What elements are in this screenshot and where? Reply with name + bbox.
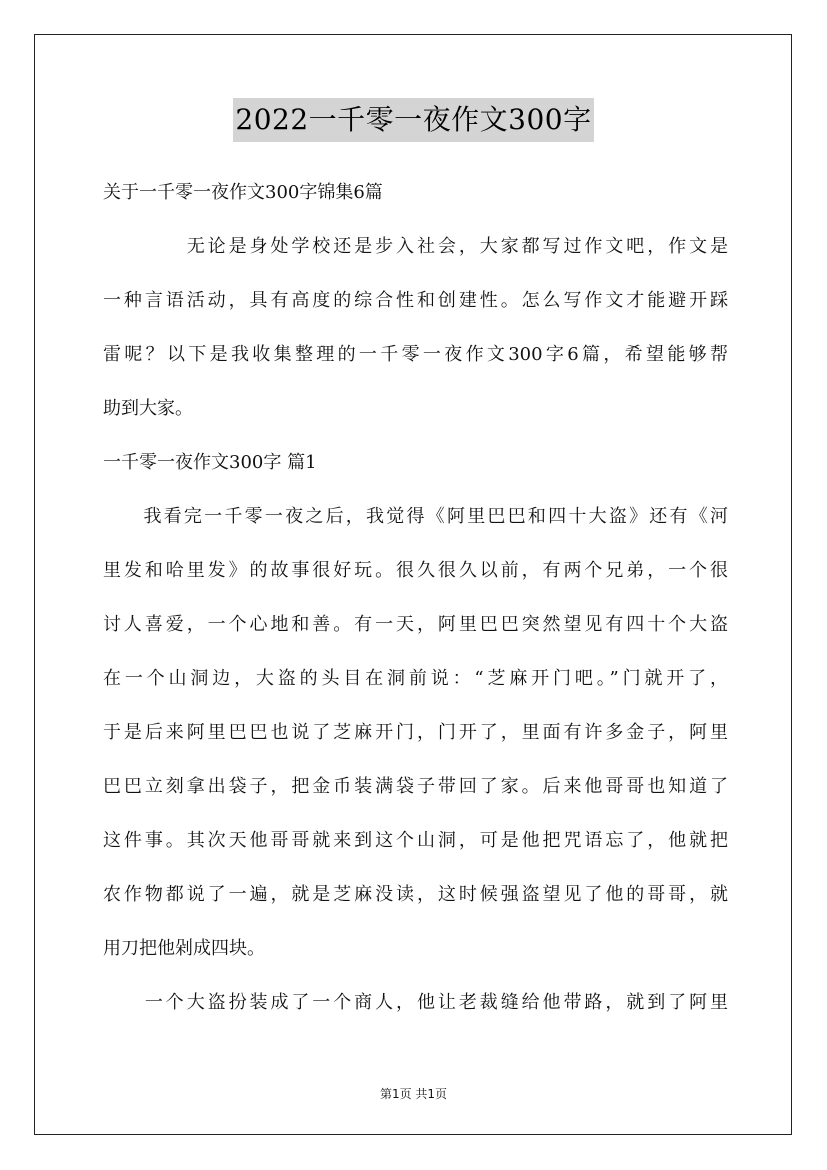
section-heading: 一千零一夜作文300字 篇1	[103, 452, 317, 473]
document-subtitle: 关于一千零一夜作文300字锦集6篇	[103, 182, 383, 203]
body-line: 于是后来阿里巴巴也说了芝麻开门，门开了，里面有许多金子，阿里	[103, 722, 728, 743]
document-title: 2022一千零一夜作文300字	[233, 98, 593, 142]
body-line: 我看完一千零一夜之后，我觉得《阿里巴巴和四十大盗》还有《河	[103, 506, 728, 527]
body-line: 农作物都说了一遍，就是芝麻没读，这时候强盗望见了他的哥哥，就	[103, 884, 728, 905]
page-number-footer: 第1页 共1页	[379, 1087, 448, 1101]
title-container	[0, 98, 827, 142]
body-line: 里发和哈里发》的故事很好玩。很久很久以前，有两个兄弟，一个很	[103, 560, 728, 581]
body-line: 讨人喜爱，一个心地和善。有一天，阿里巴巴突然望见有四十个大盗	[103, 614, 728, 635]
body-line: 巴巴立刻拿出袋子，把金币装满袋子带回了家。后来他哥哥也知道了	[103, 776, 728, 797]
intro-line: 无论是身处学校还是步入社会，大家都写过作文吧，作文是	[103, 236, 728, 257]
body-line: 用刀把他剁成四块。	[103, 938, 265, 959]
intro-line: 助到大家。	[103, 398, 193, 419]
intro-line: 雷呢？以下是我收集整理的一千零一夜作文300字6篇，希望能够帮	[103, 344, 728, 365]
document-body	[103, 166, 728, 1030]
body-line-continued: 一个大盗扮装成了一个商人，他让老裁缝给他带路，就到了阿里	[103, 992, 728, 1013]
body-line: 这件事。其次天他哥哥就来到这个山洞，可是他把咒语忘了，他就把	[103, 830, 728, 851]
intro-line: 一种言语活动，具有高度的综合性和创建性。怎么写作文才能避开踩	[103, 290, 728, 311]
body-line: 在一个山洞边，大盗的头目在洞前说：“芝麻开门吧。”门就开了，	[103, 668, 728, 689]
